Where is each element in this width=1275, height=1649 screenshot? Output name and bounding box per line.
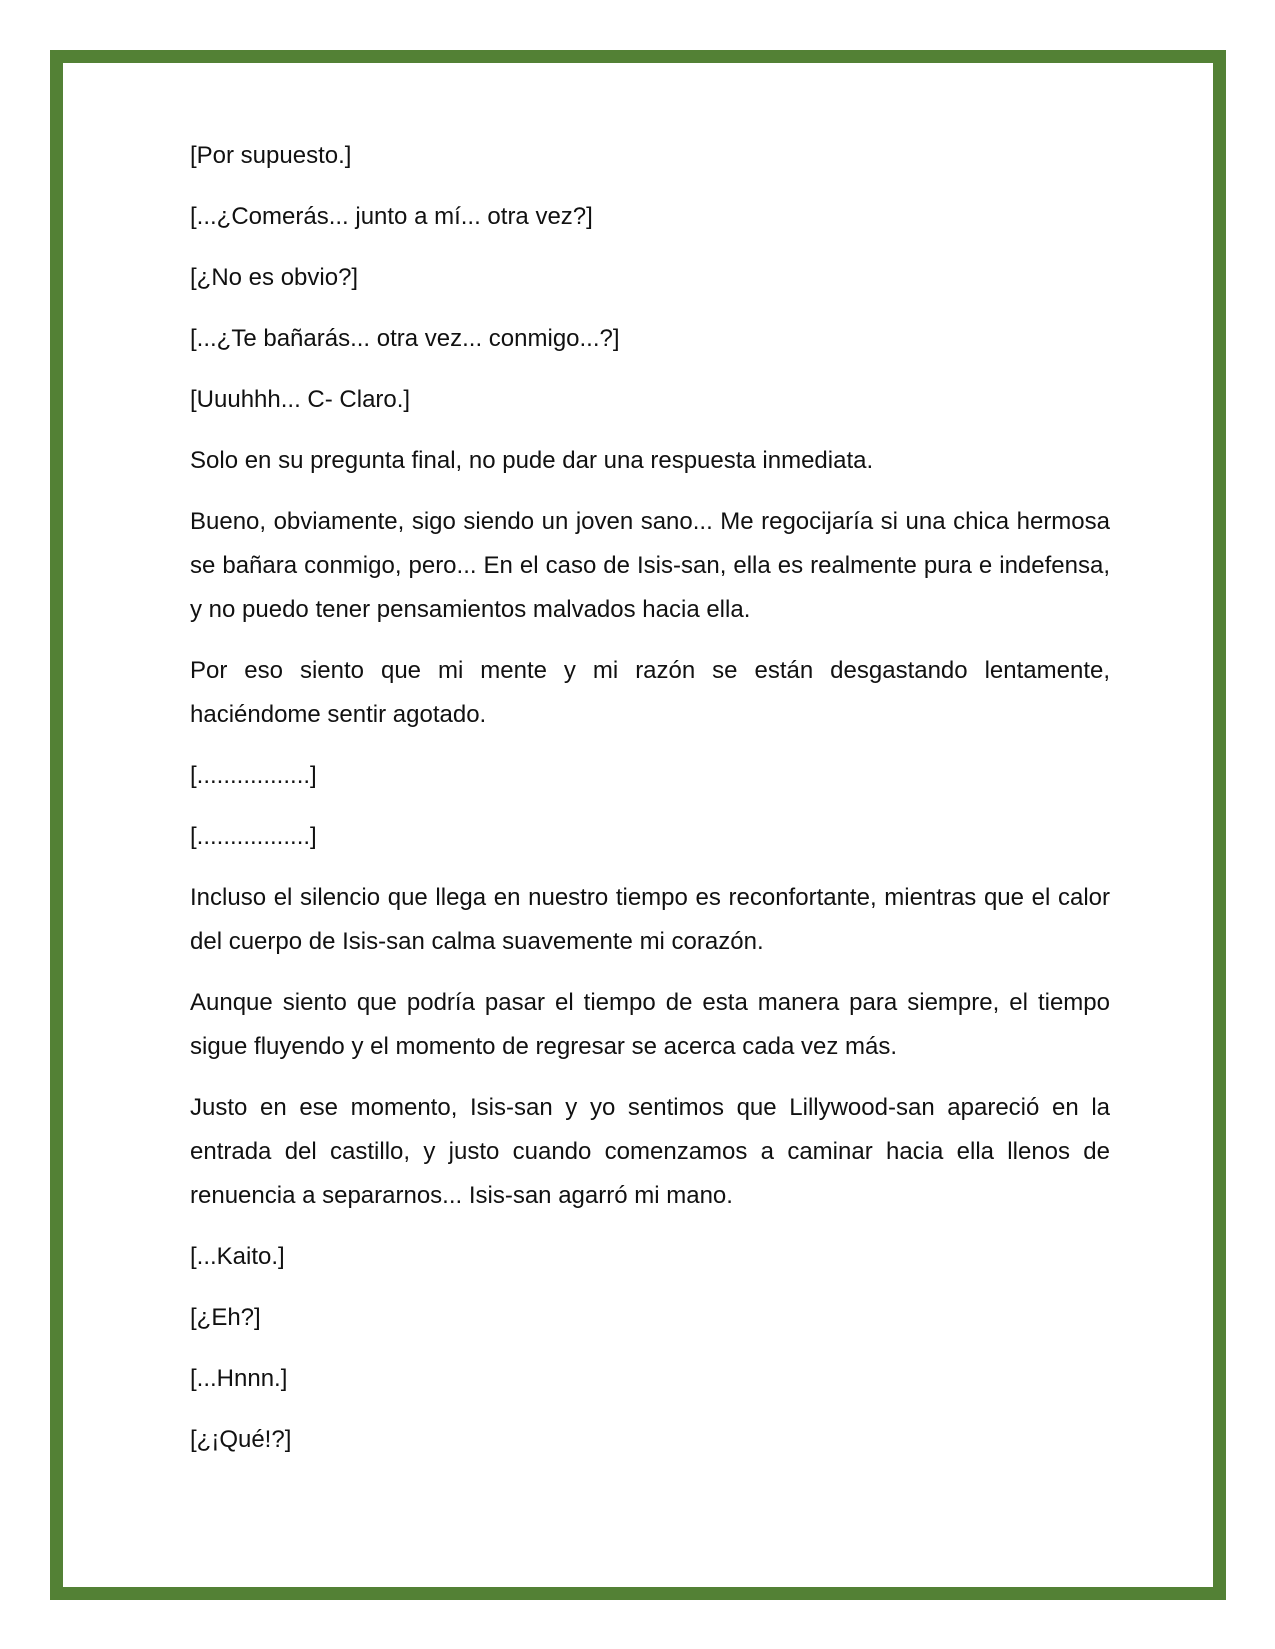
narration-paragraph: Solo en su pregunta final, no pude dar una respuesta inmediata.: [190, 447, 874, 474]
dialogue-line: [¿¡Qué!?]: [190, 1426, 292, 1453]
dialogue-line: [...Kaito.]: [190, 1243, 285, 1270]
page-border: [50, 50, 1226, 1600]
narration-paragraph: Bueno, obviamente, sigo siendo un joven sano... Me regocijaría si una chica hermosa se bañara conmigo, pero... En el caso de Isis-san, ella es realmente pura e indefensa, y no puedo tener pensamientos malvados hacia ella.: [190, 508, 1110, 623]
dialogue-line: [...¿Comerás... junto a mí... otra vez?]: [190, 203, 593, 230]
document-body: [190, 134, 1110, 1479]
dialogue-line: [.................]: [190, 823, 317, 850]
narration-paragraph: Aunque siento que podría pasar el tiempo de esta manera para siempre, el tiempo sigue fluyendo y el momento de regresar se acerca cada vez más.: [190, 989, 1110, 1060]
narration-paragraph: Justo en ese momento, Isis-san y yo sentimos que Lillywood-san apareció en la entrada del castillo, y justo cuando comenzamos a caminar hacia ella llenos de renuencia a separarnos... Isis-san agarró mi mano.: [190, 1094, 1110, 1209]
dialogue-line: [Uuuhhh... C- Claro.]: [190, 386, 411, 413]
narration-paragraph: Incluso el silencio que llega en nuestro tiempo es reconfortante, mientras que el calor del cuerpo de Isis-san calma suavemente mi corazón.: [190, 884, 1110, 955]
dialogue-line: [...¿Te bañarás... otra vez... conmigo...?]: [190, 325, 620, 352]
dialogue-line: [.................]: [190, 762, 317, 789]
dialogue-line: [¿No es obvio?]: [190, 264, 359, 291]
dialogue-line: [Por supuesto.]: [190, 142, 352, 169]
narration-paragraph: Por eso siento que mi mente y mi razón se están desgastando lentamente, haciéndome sentir agotado.: [190, 657, 1110, 728]
dialogue-line: [...Hnnn.]: [190, 1365, 288, 1392]
dialogue-line: [¿Eh?]: [190, 1304, 261, 1331]
